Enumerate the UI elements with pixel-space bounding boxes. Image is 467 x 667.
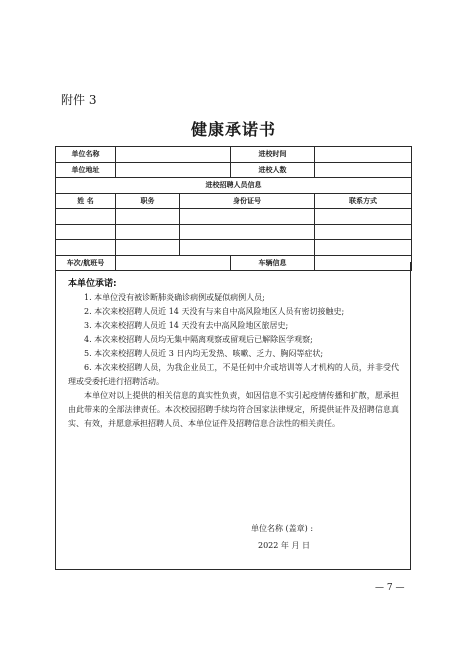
- promise-section: [55, 262, 411, 570]
- promise-item: 4. 本次来校招聘人员均无集中隔离观察或留观后已解除医学观察;: [84, 335, 313, 344]
- entry-count-field[interactable]: [315, 162, 412, 178]
- staff-id-cell[interactable]: [180, 224, 315, 240]
- table-row: [56, 240, 412, 256]
- unit-address-label: 单位地址: [56, 162, 116, 178]
- staff-id-cell[interactable]: [180, 209, 315, 225]
- table-row: [56, 209, 412, 225]
- column-header-id-number: 身份证号: [180, 193, 315, 209]
- staff-position-cell[interactable]: [116, 209, 180, 225]
- promise-item: 5. 本次来校招聘人员近 3 日内均无发热、咳嗽、乏力、胸闷等症状;: [84, 349, 324, 358]
- column-header-name: 姓 名: [56, 193, 116, 209]
- train-flight-label: 车次/航班号: [56, 255, 116, 271]
- promise-title: 本单位承诺:: [68, 279, 117, 289]
- staff-name-cell[interactable]: [56, 224, 116, 240]
- staff-contact-cell[interactable]: [315, 209, 412, 225]
- staff-position-cell[interactable]: [116, 240, 180, 256]
- entry-time-label: 进校时间: [231, 147, 315, 163]
- entry-count-label: 进校人数: [231, 162, 315, 178]
- unit-seal-label: 单位名称 (盖章) :: [251, 524, 314, 533]
- promise-item: 1. 本单位没有被诊断肺炎确诊病例或疑似病例人员;: [84, 293, 265, 302]
- staff-id-cell[interactable]: [180, 240, 315, 256]
- column-header-contact: 联系方式: [315, 193, 412, 209]
- promise-item: 6. 本次来校招聘人员，为我企业员工，不是任何中介或培训等人才机构的人员，并非受代理或受委托进行招聘活动。: [68, 363, 399, 386]
- page-number: — 7 —: [375, 583, 405, 593]
- unit-address-field[interactable]: [116, 162, 231, 178]
- vehicle-info-label: 车辆信息: [231, 255, 315, 271]
- table-row: [56, 147, 412, 163]
- table-row: [56, 224, 412, 240]
- document-title: 健康承诺书: [190, 120, 276, 139]
- info-form-table: [55, 146, 412, 271]
- unit-name-label: 单位名称: [56, 147, 116, 163]
- responsibility-statement: 本单位对以上提供的相关信息的真实性负责，如因信息不实引起疫情传播和扩散，愿承担由此带来的全部法律责任。本次校园招聘手续均符合国家法律规定，所提供证件及招聘信息真实、有效，并愿意承担招聘人员、本单位证件及招聘信息合法性的相关责任。: [68, 391, 399, 428]
- entry-time-field[interactable]: [315, 147, 412, 163]
- table-row: [56, 193, 412, 209]
- staff-contact-cell[interactable]: [315, 240, 412, 256]
- sign-date: 2022 年 月 日: [258, 541, 310, 550]
- unit-name-field[interactable]: [116, 147, 231, 163]
- promise-item: 3. 本次来校招聘人员近 14 天没有去中高风险地区旅居史;: [84, 321, 289, 330]
- staff-name-cell[interactable]: [56, 209, 116, 225]
- staff-name-cell[interactable]: [56, 240, 116, 256]
- staff-contact-cell[interactable]: [315, 224, 412, 240]
- table-row: [56, 178, 412, 194]
- attachment-label: 附件 3: [61, 93, 97, 107]
- staff-info-header: 进校招聘人员信息: [56, 178, 412, 194]
- staff-position-cell[interactable]: [116, 224, 180, 240]
- promise-item: 2. 本次来校招聘人员近 14 天没有与来自中高风险地区人员有密切接触史;: [84, 307, 345, 316]
- table-row: [56, 162, 412, 178]
- column-header-position: 职务: [116, 193, 180, 209]
